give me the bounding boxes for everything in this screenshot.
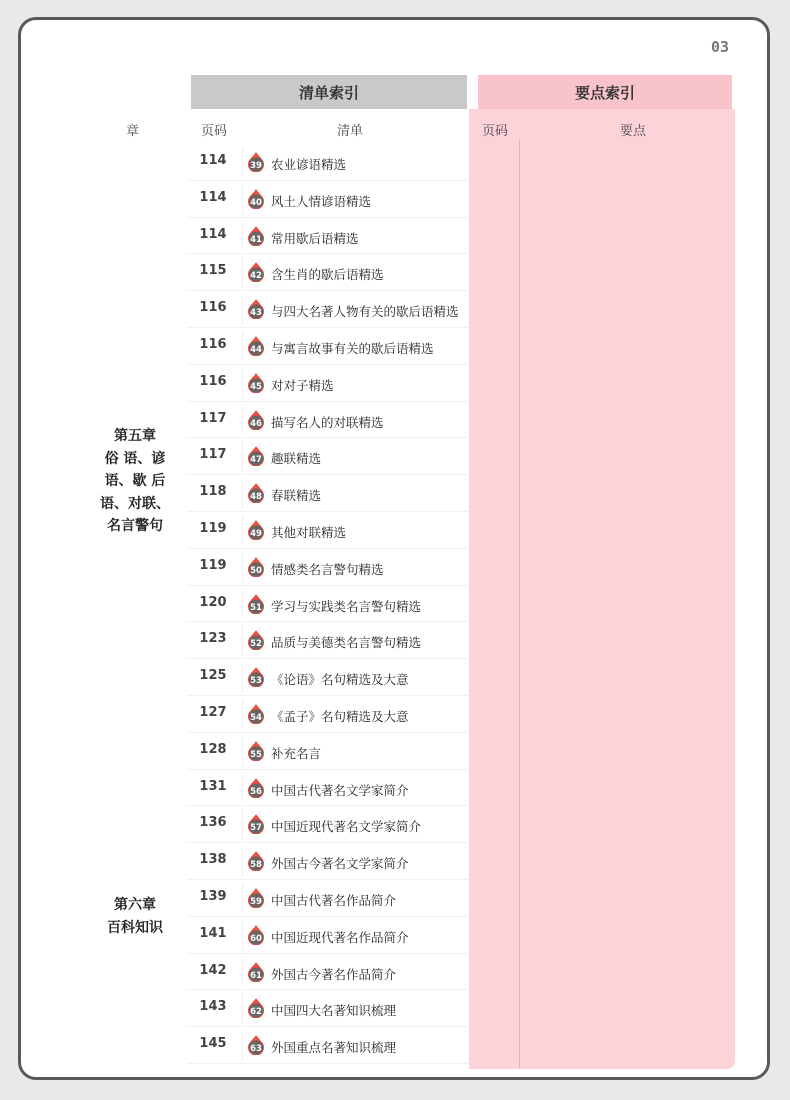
badge-number: 60 — [250, 933, 262, 944]
flame-number-badge-icon — [246, 741, 266, 761]
row-title: 品质与美德类名言警句精选 — [271, 635, 422, 651]
row-divider — [242, 478, 243, 508]
chapter-line: 语、歇 后 — [104, 473, 166, 489]
badge-number: 52 — [250, 639, 262, 650]
row-title: 对对子精选 — [271, 377, 334, 393]
index-row — [187, 438, 470, 475]
row-divider — [242, 625, 243, 655]
badge-number: 57 — [250, 823, 262, 834]
flame-number-badge-icon — [246, 446, 266, 466]
row-divider — [242, 957, 243, 987]
row-divider — [242, 1030, 243, 1060]
row-divider — [242, 184, 243, 214]
key-points-index-header: 要点索引 — [478, 75, 732, 109]
chapter-line: 名言警句 — [107, 518, 163, 534]
chapter-line: 第五章 — [114, 428, 156, 444]
index-row — [187, 843, 470, 880]
index-row — [187, 549, 470, 586]
flame-number-badge-icon — [246, 998, 266, 1018]
badge-number: 48 — [250, 491, 262, 502]
row-page-number: 125 — [199, 668, 227, 684]
row-title: 与四大名著人物有关的歇后语精选 — [271, 304, 459, 320]
row-divider — [242, 221, 243, 251]
flame-number-badge-icon — [246, 704, 266, 724]
row-page-number: 114 — [199, 153, 227, 168]
index-row — [187, 659, 470, 696]
row-title: 春联精选 — [271, 488, 322, 504]
chapter-line: 语、对联、 — [100, 495, 170, 512]
row-title: 情感类名言警句精选 — [271, 561, 384, 577]
flame-number-badge-icon — [246, 667, 266, 687]
row-title: 农业谚语精选 — [271, 157, 347, 172]
row-page-number: 127 — [199, 704, 227, 720]
row-divider — [242, 736, 243, 766]
flame-number-badge-icon — [246, 1035, 266, 1055]
index-row — [187, 770, 470, 807]
badge-number: 47 — [250, 455, 262, 466]
row-title: 外国重点名著知识梳理 — [271, 1040, 397, 1056]
badge-number: 46 — [250, 418, 262, 429]
row-page-number: 131 — [199, 778, 227, 794]
badge-number: 58 — [250, 859, 262, 870]
flame-number-badge-icon — [246, 373, 266, 393]
badge-number: 42 — [250, 271, 262, 282]
flame-number-badge-icon — [246, 594, 266, 614]
row-page-number: 128 — [199, 741, 227, 757]
flame-number-badge-icon — [246, 557, 266, 577]
row-page-number: 136 — [199, 815, 227, 831]
flame-number-badge-icon — [246, 410, 266, 430]
row-title: 补充名言 — [271, 745, 322, 761]
row-page-number: 145 — [199, 1036, 227, 1052]
flame-number-badge-icon — [246, 483, 266, 503]
badge-number: 59 — [250, 896, 262, 907]
flame-number-badge-icon — [246, 814, 266, 834]
column-header-page: 页码 — [201, 124, 228, 139]
index-row — [187, 218, 470, 255]
index-row — [187, 402, 470, 439]
index-row — [187, 622, 470, 659]
chapter-line: 百科知识 — [107, 919, 163, 936]
column-header-chapter: 章 — [126, 124, 140, 139]
index-row — [187, 144, 470, 181]
flame-number-badge-icon — [246, 189, 266, 209]
key-points-panel — [469, 109, 735, 1069]
badge-number: 62 — [250, 1007, 262, 1018]
row-divider — [242, 515, 243, 545]
badge-number: 53 — [250, 675, 262, 686]
flame-number-badge-icon — [246, 520, 266, 540]
row-title: 中国近现代著名文学家简介 — [271, 819, 422, 835]
index-row — [187, 954, 470, 991]
row-divider — [242, 441, 243, 471]
row-divider — [242, 147, 243, 177]
row-page-number: 116 — [199, 336, 227, 352]
flame-number-badge-icon — [246, 226, 266, 246]
page-frame — [18, 17, 770, 1080]
index-row — [187, 733, 470, 770]
row-divider — [242, 405, 243, 435]
row-title: 含生肖的歇后语精选 — [271, 267, 384, 283]
row-page-number: 139 — [199, 888, 227, 904]
row-page-number: 142 — [199, 962, 227, 978]
column-header-list: 清单 — [337, 124, 364, 139]
flame-number-badge-icon — [246, 925, 266, 945]
index-row — [187, 1027, 470, 1064]
index-row — [187, 475, 470, 512]
key-points-divider — [519, 140, 520, 1068]
chapter-six-label — [93, 894, 177, 939]
row-page-number: 123 — [199, 631, 227, 647]
index-row — [187, 696, 470, 733]
row-divider — [242, 773, 243, 803]
badge-number: 41 — [250, 234, 262, 245]
row-divider — [242, 331, 243, 361]
badge-number: 54 — [250, 712, 262, 723]
index-row — [187, 880, 470, 917]
row-page-number: 118 — [199, 484, 227, 500]
flame-number-badge-icon — [246, 152, 266, 172]
row-title: 其他对联精选 — [271, 524, 347, 540]
index-list — [187, 144, 470, 1064]
row-title: 《论语》名句精选及大意 — [271, 672, 409, 688]
flame-number-badge-icon — [246, 299, 266, 319]
flame-number-badge-icon — [246, 888, 266, 908]
row-divider — [242, 846, 243, 876]
index-row — [187, 328, 470, 365]
row-title: 中国古代著名作品简介 — [271, 892, 397, 908]
row-title: 与寓言故事有关的歇后语精选 — [271, 340, 434, 356]
row-title: 中国古代著名文学家简介 — [271, 782, 409, 798]
flame-number-badge-icon — [246, 630, 266, 650]
row-divider — [242, 809, 243, 839]
row-divider — [242, 920, 243, 950]
flame-number-badge-icon — [246, 851, 266, 871]
chapter-five-label — [93, 425, 177, 538]
row-page-number: 116 — [199, 300, 227, 316]
badge-number: 45 — [250, 381, 262, 392]
row-page-number: 114 — [199, 226, 227, 242]
index-row — [187, 806, 470, 843]
row-title: 描写名人的对联精选 — [271, 414, 384, 430]
row-divider — [242, 699, 243, 729]
list-index-header: 清单索引 — [191, 75, 467, 109]
index-row — [187, 586, 470, 623]
chapter-line: 第六章 — [114, 897, 156, 913]
row-page-number: 138 — [199, 852, 227, 868]
row-divider — [242, 589, 243, 619]
badge-number: 44 — [250, 344, 262, 355]
chapter-line: 俗 语、谚 — [104, 450, 166, 467]
row-divider — [242, 552, 243, 582]
index-row — [187, 365, 470, 402]
index-row — [187, 512, 470, 549]
row-page-number: 115 — [199, 263, 227, 279]
index-row — [187, 917, 470, 954]
flame-number-badge-icon — [246, 962, 266, 982]
row-divider — [242, 662, 243, 692]
badge-number: 63 — [250, 1043, 262, 1054]
row-page-number: 117 — [199, 410, 227, 426]
badge-number: 55 — [250, 749, 262, 760]
index-row — [187, 254, 470, 291]
row-page-number: 120 — [199, 594, 227, 610]
badge-number: 61 — [250, 970, 262, 981]
row-page-number: 114 — [199, 189, 227, 205]
row-divider — [242, 993, 243, 1023]
flame-number-badge-icon — [246, 778, 266, 798]
row-title: 《孟子》名句精选及大意 — [271, 708, 409, 724]
row-title: 中国四大名著知识梳理 — [271, 1003, 397, 1019]
index-row — [187, 291, 470, 328]
flame-number-badge-icon — [246, 336, 266, 356]
badge-number: 50 — [250, 565, 262, 576]
row-page-number: 143 — [199, 999, 227, 1015]
badge-number: 49 — [250, 528, 262, 539]
row-title: 外国古今著名文学家简介 — [271, 856, 409, 872]
row-title: 趣联精选 — [271, 451, 322, 467]
column-header-key-points: 要点 — [620, 124, 647, 139]
badge-number: 51 — [250, 602, 262, 613]
row-page-number: 117 — [199, 447, 227, 463]
badge-number: 43 — [250, 307, 262, 318]
row-divider — [242, 294, 243, 324]
row-title: 风土人情谚语精选 — [271, 193, 372, 209]
row-page-number: 119 — [199, 557, 227, 573]
column-header-page-right: 页码 — [482, 124, 509, 139]
badge-number: 40 — [250, 197, 262, 208]
row-divider — [242, 257, 243, 287]
row-title: 学习与实践类名言警句精选 — [271, 598, 422, 614]
flame-number-badge-icon — [246, 262, 266, 282]
row-title: 中国近现代著名作品简介 — [271, 929, 409, 945]
page-number: 03 — [710, 38, 729, 56]
row-title: 常用歇后语精选 — [271, 230, 359, 246]
badge-number: 39 — [250, 160, 262, 171]
index-row — [187, 990, 470, 1027]
row-title: 外国古今著名作品简介 — [271, 966, 397, 982]
row-divider — [242, 883, 243, 913]
badge-number: 56 — [250, 786, 262, 797]
row-page-number: 116 — [199, 373, 227, 389]
row-page-number: 119 — [199, 520, 227, 536]
index-row — [187, 181, 470, 218]
row-page-number: 141 — [199, 925, 227, 941]
row-divider — [242, 368, 243, 398]
